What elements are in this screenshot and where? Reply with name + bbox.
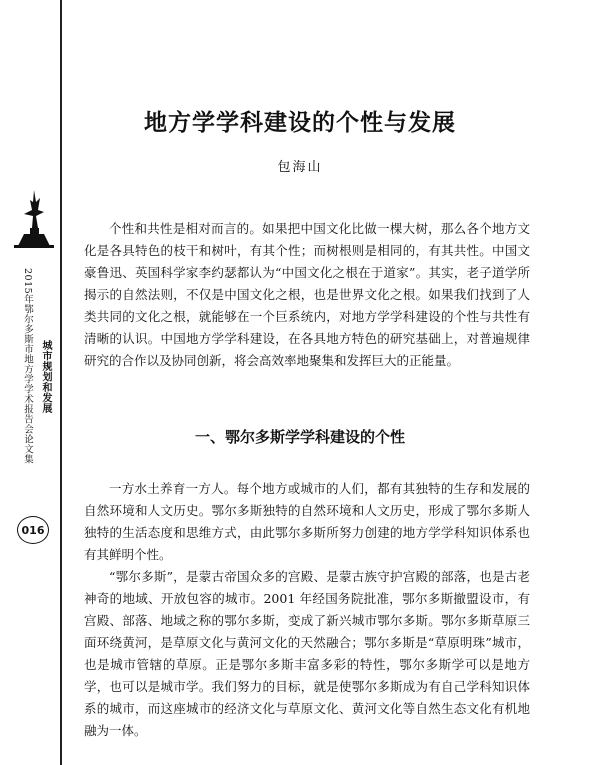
body-paragraph: “鄂尔多斯”，是蒙古帝国众多的宫殿、是蒙古族守护宫殿的部落，也是古老神奇的地域、开放包容的城市。2001 年经国务院批准，鄂尔多斯撤盟设市，有宫殿、部落、地域之称的鄂尔多斯，变成了新兴城市鄂尔多斯。鄂尔多斯草原三面环绕黄河，是草原文化与黄河文化的天然融合；鄂尔多斯是“草原明珠”城市，也是城市管辖的草原。正是鄂尔多斯丰富多彩的特性，鄂尔多斯学可以是地方学，也可以是城市学。我们努力的目标，就是使鄂尔多斯成为有自己学科知识体系的城市，而这座城市的经济文化与草原文化、黄河文化等自然生态文化有机地融为一体。 — [84, 569, 530, 738]
intro-paragraph: 个性和共性是相对而言的。如果把中国文化比做一棵大树，那么各个地方文化是各具特色的枝干和树叶，有其个性；而树根则是相同的，有其共性。中国文豪鲁迅、英国科学家李约瑟都认为“中国文化之根在于道家”。其实，老子道学所揭示的自然法则，不仅是中国文化之根，也是世界文化之根。如果我们找到了人类共同的文化之根，就能够在一个巨系统内，对地方学学科建设的个性与共性有清晰的认识。中国地方学学科建设，在各具地方特色的研究基础上，对普遍规律研究的合作以及协同创新，将会高效率地聚集和发挥巨大的正能量。 — [84, 221, 530, 368]
page-number: 016 — [17, 516, 49, 544]
body-paragraph: 一方水土养育一方人。每个地方或城市的人们，都有其独特的生存和发展的自然环境和人文历史。鄂尔多斯独特的自然环境和人文历史，形成了鄂尔多斯人独特的生活态度和思维方式，由此鄂尔多斯所努力创建的地方学学科知识体系也有其鲜明个性。 — [84, 481, 530, 562]
monument-logo-icon — [14, 188, 54, 250]
article-title: 地方学学科建设的个性与发展 — [144, 110, 456, 136]
series-title: 2015年鄂尔多斯市地方学学术报告会论文集 — [22, 268, 33, 465]
article-author: 包海山 — [277, 160, 323, 175]
section-title: 城市规划和发展 — [40, 340, 51, 414]
section-heading: 一、鄂尔多斯学学科建设的个性 — [194, 428, 405, 446]
